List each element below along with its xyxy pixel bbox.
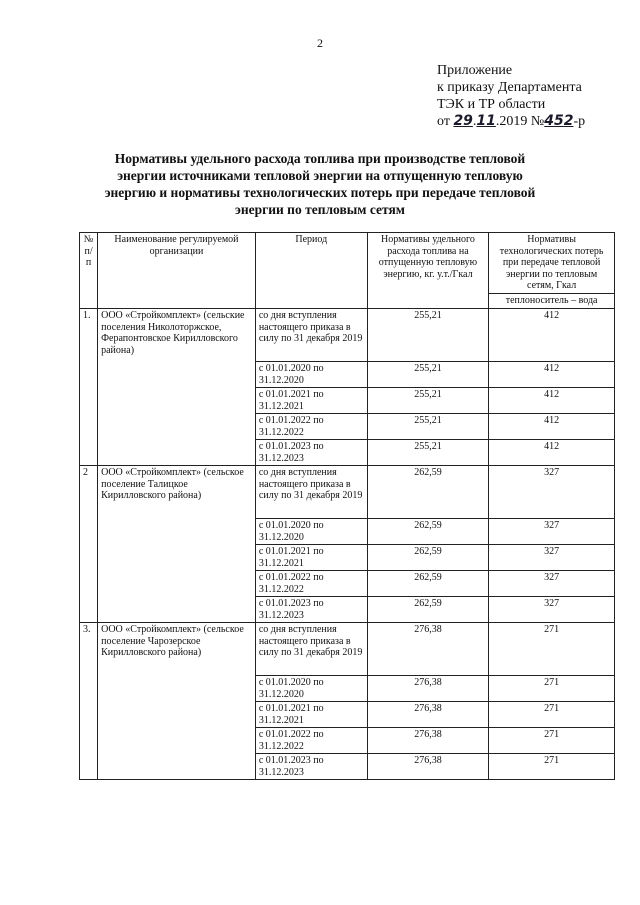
fuel-norm-cell: 276,38 xyxy=(367,754,488,780)
period-cell: с 01.01.2023 по 31.12.2023 xyxy=(255,754,367,780)
loss-norm-cell: 327 xyxy=(489,519,615,545)
document-title: Нормативы удельного расхода топлива при производстве тепловой энергии источниками тепловой энергии на отпущенную тепловую энергию и нормативы технологических потерь при передаче тепловой энергии по тепловым сетям xyxy=(104,151,536,217)
loss-norm-cell: 271 xyxy=(489,754,615,780)
period-cell: с 01.01.2021 по 31.12.2021 xyxy=(255,702,367,728)
period-cell: с 01.01.2021 по 31.12.2021 xyxy=(255,388,367,414)
loss-norm-cell: 412 xyxy=(489,414,615,440)
loss-norm-cell: 327 xyxy=(489,571,615,597)
fuel-norm-cell: 276,38 xyxy=(367,676,488,702)
row-number: 1. xyxy=(80,309,98,466)
table-row xyxy=(80,309,615,362)
fuel-norm-cell: 255,21 xyxy=(367,309,488,362)
period-cell: с 01.01.2020 по 31.12.2020 xyxy=(255,676,367,702)
table-body xyxy=(80,309,615,780)
period-cell: с 01.01.2020 по 31.12.2020 xyxy=(255,519,367,545)
row-number: 3. xyxy=(80,623,98,780)
handwritten-order-number: 452 xyxy=(544,113,574,129)
fuel-norm-cell: 255,21 xyxy=(367,388,488,414)
loss-norm-cell: 412 xyxy=(489,362,615,388)
page-number: 2 xyxy=(317,36,323,50)
loss-norm-cell: 412 xyxy=(489,388,615,414)
table-header-row xyxy=(80,233,615,294)
organization-name: ООО «Стройкомплект» (сельское поселение Талицкое Кирилловского района) xyxy=(98,466,256,623)
fuel-norm-cell: 276,38 xyxy=(367,728,488,754)
fuel-norm-cell: 262,59 xyxy=(367,597,488,623)
appendix-line-1: Приложение xyxy=(437,63,513,78)
fuel-norm-cell: 255,21 xyxy=(367,440,488,466)
norms-table xyxy=(79,232,615,780)
loss-norm-cell: 412 xyxy=(489,309,615,362)
fuel-norm-cell: 262,59 xyxy=(367,466,488,519)
handwritten-day: 29 xyxy=(453,113,473,129)
loss-norm-cell: 327 xyxy=(489,545,615,571)
fuel-norm-cell: 255,21 xyxy=(367,414,488,440)
fuel-norm-cell: 262,59 xyxy=(367,571,488,597)
fuel-norm-cell: 255,21 xyxy=(367,362,488,388)
period-cell: с 01.01.2020 по 31.12.2020 xyxy=(255,362,367,388)
period-cell: с 01.01.2023 по 31.12.2023 xyxy=(255,597,367,623)
appendix-date-line xyxy=(437,113,585,130)
loss-norm-cell: 271 xyxy=(489,623,615,676)
order-suffix: -р xyxy=(573,114,586,129)
organization-name: ООО «Стройкомплект» (сельское поселение Чарозерское Кирилловского района) xyxy=(98,623,256,780)
date-dot: . xyxy=(472,114,477,129)
loss-norm-cell: 271 xyxy=(489,702,615,728)
period-cell: с 01.01.2023 по 31.12.2023 xyxy=(255,440,367,466)
handwritten-month: 11 xyxy=(476,113,496,129)
table-row xyxy=(80,466,615,519)
loss-norm-cell: 327 xyxy=(489,466,615,519)
header-num: № п/п xyxy=(80,233,98,309)
header-loss-sub: теплоноситель – вода xyxy=(489,294,615,309)
loss-norm-cell: 271 xyxy=(489,728,615,754)
header-fuel: Нормативы удельного расхода топлива на отпущенную тепловую энергию, кг. у.т./Гкал xyxy=(367,233,488,309)
organization-name: ООО «Стройкомплект» (сельские поселения Николоторжское, Ферапонтовское Кирилловского района) xyxy=(98,309,256,466)
header-loss: Нормативы технологических потерь при передаче тепловой энергии по тепловым сетям, Гкал xyxy=(489,233,615,294)
header-period: Период xyxy=(255,233,367,309)
period-cell: со дня вступления настоящего приказа в силу по 31 декабря 2019 xyxy=(255,623,367,676)
date-prefix: от xyxy=(437,114,450,129)
fuel-norm-cell: 276,38 xyxy=(367,702,488,728)
fuel-norm-cell: 262,59 xyxy=(367,519,488,545)
period-cell: с 01.01.2022 по 31.12.2022 xyxy=(255,414,367,440)
appendix-block xyxy=(437,62,585,130)
appendix-line-3: ТЭК и ТР области xyxy=(437,97,546,112)
appendix-line-2: к приказу Департамента xyxy=(437,80,582,95)
row-number: 2 xyxy=(80,466,98,623)
loss-norm-cell: 327 xyxy=(489,597,615,623)
fuel-norm-cell: 262,59 xyxy=(367,545,488,571)
loss-norm-cell: 271 xyxy=(489,676,615,702)
date-year: .2019 № xyxy=(495,114,545,129)
period-cell: с 01.01.2022 по 31.12.2022 xyxy=(255,728,367,754)
period-cell: с 01.01.2021 по 31.12.2021 xyxy=(255,545,367,571)
fuel-norm-cell: 276,38 xyxy=(367,623,488,676)
header-org: Наименование регулируемой организации xyxy=(98,233,256,309)
period-cell: со дня вступления настоящего приказа в силу по 31 декабря 2019 xyxy=(255,309,367,362)
table-row xyxy=(80,623,615,676)
period-cell: с 01.01.2022 по 31.12.2022 xyxy=(255,571,367,597)
loss-norm-cell: 412 xyxy=(489,440,615,466)
period-cell: со дня вступления настоящего приказа в силу по 31 декабря 2019 xyxy=(255,466,367,519)
